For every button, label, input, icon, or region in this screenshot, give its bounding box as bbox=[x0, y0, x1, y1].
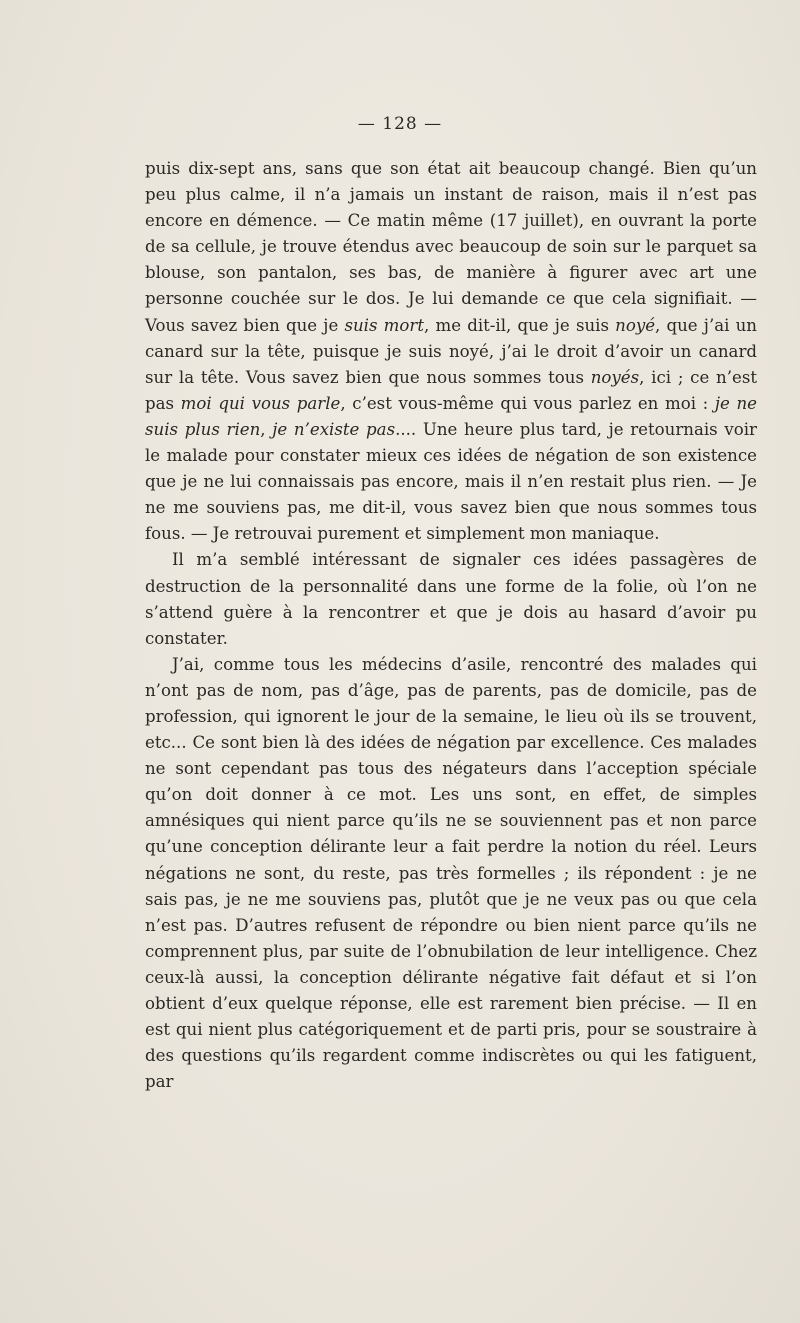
text-segment: Il m’a semblé intéressant de signaler ces idées passagères de destruction de la personnalité dans une forme de la folie, où l’on ne s’attend guère à la rencontrer et que je dois au hasard d’avoir pu constater. bbox=[145, 550, 757, 648]
text-segment: , ici ; ce n’est pas bbox=[145, 367, 758, 413]
italic-segment: moi qui vous parle bbox=[180, 393, 341, 413]
italic-segment: suis mort bbox=[344, 315, 424, 335]
italic-segment: noyés bbox=[590, 367, 640, 387]
page-number: — 128 — bbox=[357, 114, 443, 134]
text-segment: .... Une heure plus tard, je retournais voir le malade pour constater mieux ces idées de négation de son existence que je ne lui connaissais pas encore, mais il n’en restait plus rien. — Je ne me souviens pas, me dit-il, vous savez bien que nous sommes tous fous. — Je retrouvai purement et simplement mon maniaque. bbox=[145, 419, 757, 544]
italic-segment: je ne suis plus rien bbox=[145, 393, 757, 439]
text-segment: , que j’ai un canard sur la tête, puisque je suis noyé, j’ai le droit d’avoir un canard sur la tête. Vous savez bien que nous sommes tous bbox=[145, 315, 757, 387]
text-segment: J’ai, comme tous les médecins d’asile, rencontré des malades qui n’ont pas de nom, pas d’âge, pas de parents, pas de domicile, pas de profession, qui ignorent le jour de la semaine, le lieu où ils se trouvent, etc... Ce sont bien là des idées de négation par excellence. Ces malades ne sont cependant pas tous des négateurs dans l’acception spéciale qu’on doit donner à ce mot. Les uns sont, en effet, de simples amnésiques qui nient parce qu’ils ne se souviennent pas et non parce qu’une conception délirante leur a fait perdre la notion du réel. Leurs négations ne sont, du reste, pas très formelles ; ils répondent : je ne sais pas, je ne me souviens pas, plutôt que je ne veux pas ou que cela n’est pas. D’autres refusent de répondre ou bien nient parce qu’ils ne comprennent plus, par suite de l’obnubilation de leur intelligence. Chez ceux-là aussi, la conception délirante négative fait défaut et si l’on obtient d’eux quelque réponse, elle est rarement bien précise. — Il en est qui nient plus catégoriquement et de parti pris, pour se soustraire à des questions qu’ils regardent comme indiscrètes ou qui les fatiguent, par bbox=[145, 654, 757, 1092]
body-text bbox=[145, 156, 757, 1095]
paragraph bbox=[145, 652, 757, 1096]
text-segment: , c’est vous-même qui vous parlez en moi : bbox=[340, 393, 715, 413]
italic-segment: noyé bbox=[615, 315, 656, 335]
text-segment: , bbox=[260, 419, 273, 439]
text-segment: , me dit-il, que je suis bbox=[424, 315, 616, 335]
paragraph bbox=[145, 156, 757, 547]
paragraph bbox=[145, 547, 757, 651]
italic-segment: je n’existe pas bbox=[272, 419, 396, 439]
text-segment: puis dix-sept ans, sans que son état ait beaucoup changé. Bien qu’un peu plus calme, il n’a jamais un instant de raison, mais il n’est pas encore en démence. — Ce matin même (17 juillet), en ouvrant la porte de sa cellule, je trouve étendus avec beaucoup de soin sur le parquet sa blouse, son pantalon, ses bas, de manière à figurer avec art une personne couchée sur le dos. Je lui demande ce que cela signifiait. — Vous savez bien que je bbox=[145, 159, 757, 335]
